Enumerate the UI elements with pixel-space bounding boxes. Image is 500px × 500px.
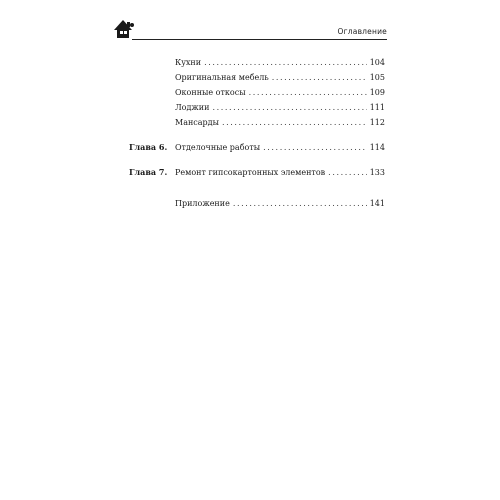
page-header xyxy=(112,14,387,42)
toc-entry-page: 114 xyxy=(369,143,385,152)
toc-entry-title: Кухни xyxy=(175,58,202,67)
running-header-title: Оглавление xyxy=(337,27,387,36)
toc-entry-loggias xyxy=(175,103,385,113)
toc-entry-title: Ремонт гипсокартонных элементов xyxy=(175,168,326,177)
toc-entry-title: Приложение xyxy=(175,199,230,208)
toc-entry-page: 111 xyxy=(369,103,385,112)
toc-chapter-number: Глава 7. xyxy=(129,167,168,177)
toc-entry-appendix xyxy=(175,199,385,209)
toc-entry-page: 105 xyxy=(369,73,385,82)
publisher-logo-icon xyxy=(112,16,136,40)
toc-entry-attics xyxy=(175,118,385,128)
toc-leader-dots xyxy=(249,88,367,98)
toc-leader-dots xyxy=(263,143,367,153)
toc-leader-dots xyxy=(222,118,367,128)
header-rule xyxy=(132,39,387,40)
toc-leader-dots xyxy=(212,103,366,113)
toc-entry-chapter-6 xyxy=(129,142,385,153)
toc-leader-dots xyxy=(204,58,367,68)
toc-entry-page: 141 xyxy=(369,199,385,208)
toc-chapter-number: Глава 6. xyxy=(129,142,168,152)
toc-entry-title: Мансарды xyxy=(175,118,219,127)
toc-entry-page: 133 xyxy=(369,168,385,177)
toc-entry-page: 112 xyxy=(369,118,385,127)
toc-entry-title: Лоджии xyxy=(175,103,210,112)
toc-leader-dots xyxy=(272,73,367,83)
toc-entry-chapter-7 xyxy=(129,167,385,178)
toc-entry-furniture xyxy=(175,73,385,83)
toc-entry-title: Оригинальная мебель xyxy=(175,73,269,82)
toc-entry-title: Оконные откосы xyxy=(175,88,246,97)
toc-leader-dots xyxy=(233,199,367,209)
toc-entry-page: 104 xyxy=(369,58,385,67)
toc-entry-title: Отделочные работы xyxy=(175,143,261,152)
toc-entry-window-slopes xyxy=(175,88,385,98)
toc-leader-dots xyxy=(328,168,367,178)
toc-entry-kitchens xyxy=(175,58,385,68)
toc-entry-page: 109 xyxy=(369,88,385,97)
